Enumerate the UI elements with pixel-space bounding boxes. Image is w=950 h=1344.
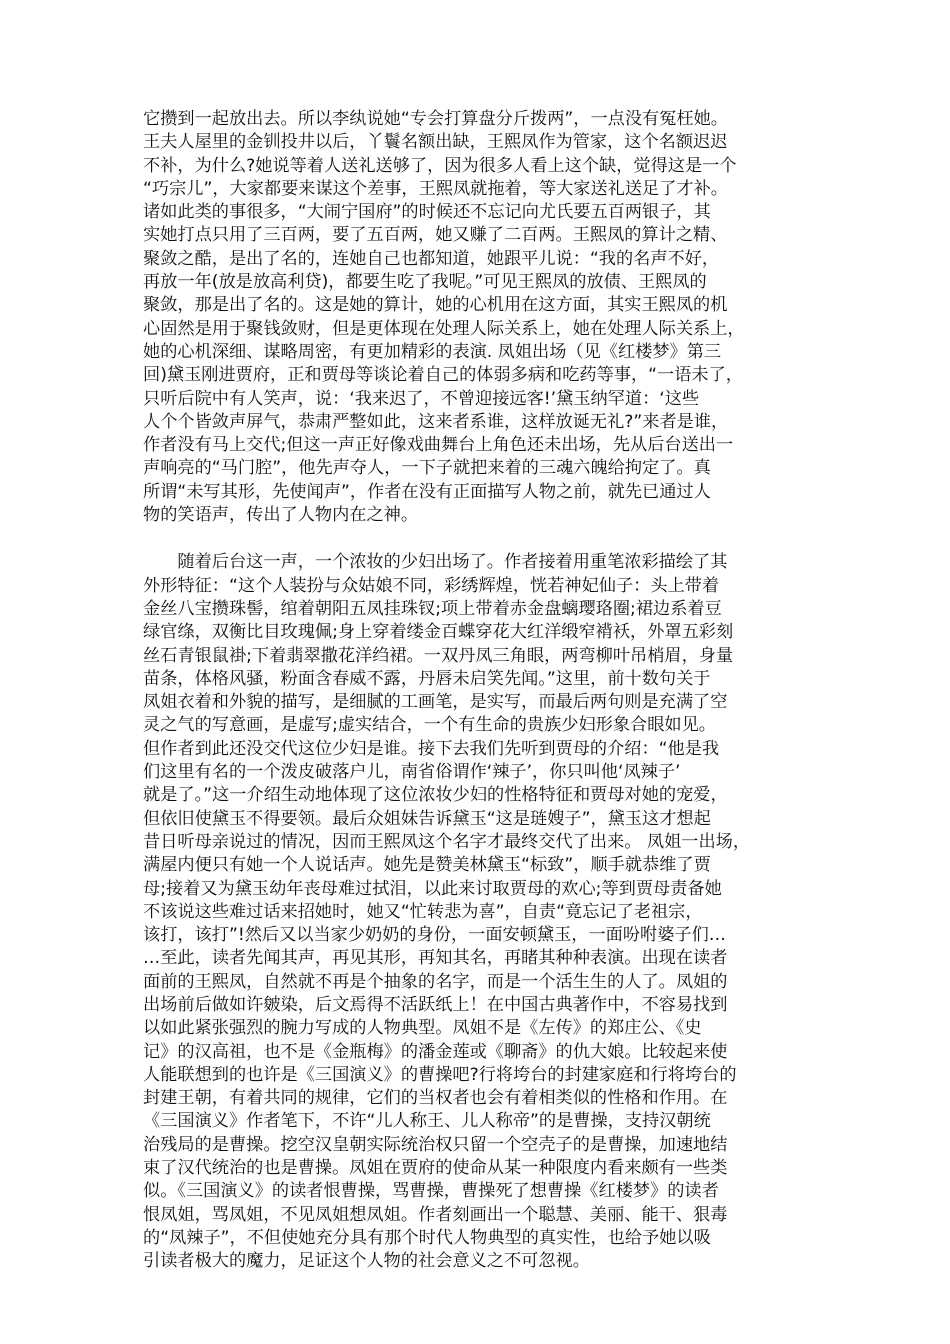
text-line: 所谓“未写其形，先使闻声”，作者在没有正面描写人物之前，就先已通过人 bbox=[143, 481, 711, 502]
text-line: 它攒到一起放出去。所以李纨说她“专会打算盘分斤拨两”，一点没有冤枉她。 bbox=[143, 109, 728, 129]
text-line: 该打，该打”!然后又以当家少奶奶的身份，一面安顿黛玉，一面吩咐婆子们… bbox=[143, 925, 726, 946]
text-line: 治残局的是曹操。挖空汉皇朝实际统治权只留一个空壳子的是曹操，加速地结 bbox=[143, 1134, 728, 1155]
text-line: 昔日听母亲说过的情况，因而王熙凤这个名字才最终交代了出来。 凤姐一出场， bbox=[143, 831, 751, 852]
text-line: 凤姐衣着和外貌的描写，是细腻的工画笔，是实写，而最后两句则是充满了空 bbox=[143, 692, 728, 713]
text-line: 封建王朝，有着共同的规律，它们的当权者也会有着相类似的性格和作用。在 bbox=[143, 1088, 728, 1109]
text-line: 恨凤姐，骂凤姐，不见凤姐想凤姐。作者刻画出一个聪慧、美丽、能干、狠毒 bbox=[143, 1204, 728, 1225]
text-line: 诸如此类的事很多，“大闹宁国府”的时候还不忘记向尤氏要五百两银子，其 bbox=[143, 202, 711, 223]
text-line: 但依旧使黛玉不得要领。最后众姐妹告诉黛玉“这是琏嫂子”，黛玉这才想起 bbox=[143, 808, 711, 829]
text-line: 作者没有马上交代;但这一声正好像戏曲舞台上角色还未出场，先从后台送出一 bbox=[143, 435, 734, 456]
text-line: 外形特征：“这个人装扮与众姑娘不同，彩绣辉煌，恍若神妃仙子：头上带着 bbox=[143, 575, 720, 596]
text-line: 金丝八宝攒珠髻，绾着朝阳五凤挂珠钗;项上带着赤金盘螭璎珞圈;裙边系着豆 bbox=[143, 598, 722, 619]
text-line: 丝石青银鼠褂;下着翡翠撒花洋绉裙。一双丹凤三角眼，两弯柳叶吊梢眉，身量 bbox=[143, 645, 734, 666]
text-line: 回)黛玉刚进贾府，正和贾母等谈论着自己的体弱多病和吃药等事，“一语未了， bbox=[143, 365, 743, 386]
paragraph-1 bbox=[143, 108, 811, 527]
paragraph-2 bbox=[143, 551, 811, 1273]
text-line: 但作者到此还没交代这位少妇是谁。接下去我们先听到贾母的介绍：“他是我 bbox=[143, 738, 720, 759]
text-line: “巧宗儿”，大家都要来谋这个差事，王熙凤就拖着，等大家送礼送足了才补。 bbox=[143, 178, 728, 199]
text-line: 《三国演义》作者笔下，不许“儿人称王、儿人称帝”的是曹操，支持汉朝统 bbox=[143, 1111, 711, 1132]
text-line: 聚敛之酷，是出了名的，连她自己也都知道，她跟平儿说：“我的名声不好， bbox=[143, 248, 720, 269]
text-line: 她的心机深细、谋略周密，有更加精彩的表演. 凤姐出场（见《红楼梦》第三 bbox=[143, 341, 722, 362]
text-line: 灵之气的写意画，是虚写;虚实结合，一个有生命的贵族少妇形象合眼如见。 bbox=[143, 715, 716, 736]
text-line: 引读者极大的魔力，足证这个人物的社会意义之不可忽视。 bbox=[143, 1251, 590, 1272]
text-line: 只听后院中有人笑声，说：‘我来迟了，不曾迎接远客!’黛玉纳罕道：‘这些 bbox=[143, 388, 700, 409]
text-line: 绿官绦，双衡比目玫瑰佩;身上穿着缕金百蝶穿花大红洋缎窄褙袄，外罩五彩刻 bbox=[143, 622, 734, 643]
text-line: 们这里有名的一个泼皮破落户儿，南省俗谓作‘辣子’，你只叫他‘凤辣子’ bbox=[143, 762, 681, 783]
paragraph-gap bbox=[143, 527, 811, 551]
text-line: 不补，为什么?她说等着人送礼送够了，因为很多人看上这个缺，觉得这是一个 bbox=[143, 155, 737, 176]
text-line: 物的笑语声，传出了人物内在之神。 bbox=[143, 505, 419, 526]
text-line: 聚敛，那是出了名的。这是她的算计，她的心机用在这方面，其实王熙凤的机 bbox=[143, 295, 728, 316]
text-line: 心固然是用于聚钱敛财，但是更体现在处理人际关系上，她在处理人际关系上， bbox=[143, 318, 745, 339]
text-line: 的“凤辣子”，不但使她充分具有那个时代人物典型的真实性，也给予她以吸 bbox=[143, 1227, 711, 1248]
text-line: 就是了。”这一介绍生动地体现了这位浓妆少妇的性格特征和贾母对她的宠爱， bbox=[143, 785, 728, 806]
text-line: 苗条，体格风骚，粉面含春威不露，丹唇未启笑先闻。”这里，前十数句关于 bbox=[143, 668, 711, 689]
document-page bbox=[143, 108, 811, 1274]
text-line: 出场前后做如许皴染，后文焉得不活跃纸上！在中国古典著作中，不容易找到 bbox=[143, 994, 728, 1015]
text-line: 以如此紧张强烈的腕力写成的人物典型。凤姐不是《左传》的郑庄公、《史 bbox=[143, 1018, 702, 1039]
text-line: 母;接着又为黛玉幼年丧母难过拭泪，以此来讨取贾母的欢心;等到贾母责备她 bbox=[143, 878, 722, 899]
text-line: 人个个皆敛声屏气，恭肃严整如此，这来者系谁，这样放诞无礼?”来者是谁， bbox=[143, 411, 729, 432]
text-line: 记》的汉高祖，也不是《金瓶梅》的潘金莲或《聊斋》的仇大娘。比较起来使 bbox=[143, 1041, 728, 1062]
text-line: 再放一年(放是放高利贷)，都要生吃了我呢。”可见王熙凤的放债、王熙凤的 bbox=[143, 272, 707, 293]
text-line: 人能联想到的也许是《三国演义》的曹操吧?行将垮台的封建家庭和行将垮台的 bbox=[143, 1064, 737, 1085]
text-line: …至此，读者先闻其声，再见其形，再知其名，再睹其种种表演。出现在读者 bbox=[143, 948, 728, 969]
text-line: 声响亮的“马门腔”，他先声夺人，一下子就把来着的三魂六魄给拘定了。真 bbox=[143, 458, 711, 479]
text-line: 王夫人屋里的金钏投井以后，丫鬟名额出缺，王熙凤作为管家，这个名额迟迟 bbox=[143, 132, 728, 153]
text-line: 面前的王熙凤，自然就不再是个抽象的名字，而是一个活生生的人了。凤姐的 bbox=[143, 971, 728, 992]
text-line: 束了汉代统治的也是曹操。凤姐在贾府的使命从某一种限度内看来颇有一些类 bbox=[143, 1158, 728, 1179]
text-line: 满屋内便只有她一个人说话声。她先是赞美林黛玉“标致”，顺手就恭维了贾 bbox=[143, 855, 711, 876]
text-line: 不该说这些难过话来招她时，她又“忙转悲为喜”，自责“竟忘记了老祖宗， bbox=[143, 901, 703, 922]
text-line: 似。《三国演义》的读者恨曹操，骂曹操，曹操死了想曹操《红楼梦》的读者 bbox=[143, 1181, 719, 1202]
text-line: 实她打点只用了三百两，要了五百两，她又赚了二百两。王熙凤的算计之精、 bbox=[143, 225, 728, 246]
text-line: 随着后台这一声，一个浓妆的少妇出场了。作者接着用重笔浓彩描绘了其 bbox=[143, 552, 728, 573]
